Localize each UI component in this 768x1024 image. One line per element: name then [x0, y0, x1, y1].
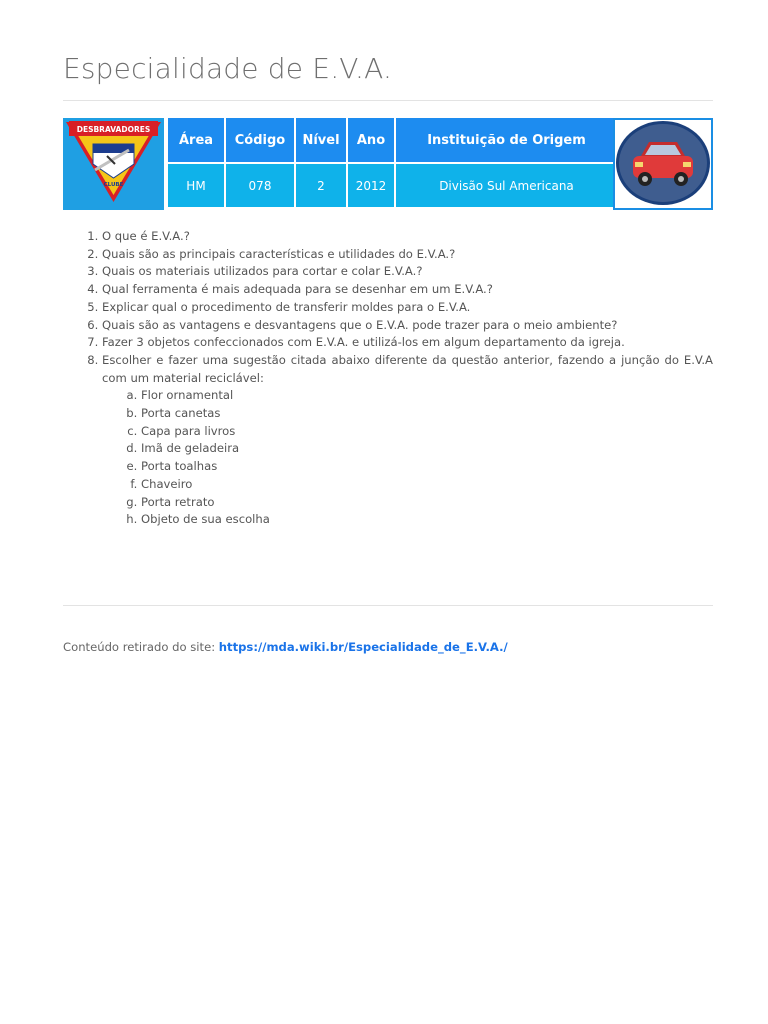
requirements-list: [63, 228, 713, 529]
page-title: Especialidade de E.V.A.: [63, 52, 393, 85]
requirement-item: 4. Qual ferramenta é mais adequada para se desenhar em um E.V.A.?: [102, 281, 713, 299]
value-area: HM: [168, 162, 224, 207]
sub-option-item: h. Objeto de sua escolha: [141, 511, 713, 529]
header-codigo: Código: [226, 118, 294, 162]
requirement-item: 2. Quais são as principais características e utilidades do E.V.A.?: [102, 246, 713, 264]
logo-top-text: DESBRAVADORES: [76, 125, 151, 134]
header-area: Área: [168, 118, 224, 162]
info-value-row: [168, 162, 617, 207]
source-footer: [63, 640, 508, 654]
sub-option-item: b. Porta canetas: [141, 405, 713, 423]
sub-options-list: [102, 387, 713, 529]
value-instituicao: Divisão Sul Americana: [396, 162, 617, 207]
requirement-item: 3. Quais os materiais utilizados para cortar e colar E.V.A.?: [102, 263, 713, 281]
value-nivel: 2: [296, 162, 346, 207]
requirement-text: Escolher e fazer uma sugestão citada abaixo diferente da questão anterior, fazendo a junção do E.V.A com um material reciclável:: [102, 352, 713, 385]
specialty-info-table: [166, 118, 619, 207]
specialty-banner: [63, 118, 713, 210]
title-divider: [63, 100, 713, 101]
info-header-row: [168, 118, 617, 162]
value-ano: 2012: [348, 162, 394, 207]
requirement-item: 1. O que é E.V.A.?: [102, 228, 713, 246]
sub-option-item: a. Flor ornamental: [141, 387, 713, 405]
value-codigo: 078: [226, 162, 294, 207]
footer-prefix: Conteúdo retirado do site:: [63, 640, 219, 654]
logo-bottom-text: CLUBE: [103, 182, 124, 188]
pathfinder-logo-icon: [63, 118, 164, 210]
requirement-item: 6. Quais são as vantagens e desvantagens que o E.V.A. pode trazer para o meio ambiente?: [102, 317, 713, 335]
sub-option-item: g. Porta retrato: [141, 494, 713, 512]
sub-option-item: e. Porta toalhas: [141, 458, 713, 476]
requirement-item: [102, 352, 713, 529]
source-link[interactable]: https://mda.wiki.br/Especialidade_de_E.V.A./: [218, 640, 508, 654]
header-instituicao: Instituição de Origem: [396, 118, 617, 162]
requirement-item: 5. Explicar qual o procedimento de transferir moldes para o E.V.A.: [102, 299, 713, 317]
sub-option-item: c. Capa para livros: [141, 423, 713, 441]
header-ano: Ano: [348, 118, 394, 162]
car-badge-icon: [613, 118, 713, 210]
requirement-item: 7. Fazer 3 objetos confeccionados com E.V.A. e utilizá-los em algum departamento da igreja.: [102, 334, 713, 352]
logo-box: [63, 118, 164, 210]
sub-option-item: f. Chaveiro: [141, 476, 713, 494]
badge-box: [613, 118, 713, 210]
header-nivel: Nível: [296, 118, 346, 162]
footer-divider: [63, 605, 713, 606]
sub-option-item: d. Imã de geladeira: [141, 440, 713, 458]
